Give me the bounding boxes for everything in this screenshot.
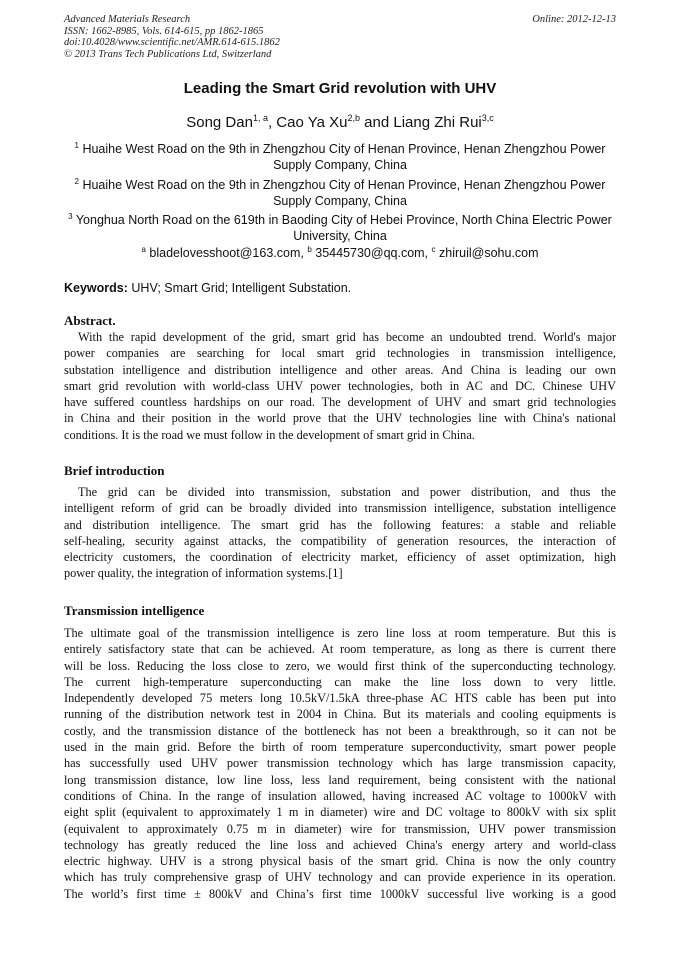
text-line: power companies are searching for local smart grid technologies in transmission intelligence,: [64, 346, 616, 361]
text-line: substation intelligence and distribution intelligence and other areas. And China is leading our own: [64, 362, 616, 377]
journal-issn: ISSN: 1662-8985, Vols. 614-615, pp 1862-1865: [64, 25, 264, 37]
affiliation-2: [64, 174, 616, 209]
author-name: Liang Zhi Rui: [393, 114, 482, 131]
text-line: power quality, the integration of information systems.[1]: [64, 566, 343, 581]
affiliation-text-cont: Supply Company, China: [273, 194, 407, 209]
author-superscript: 1, a: [252, 113, 268, 123]
journal-name: Advanced Materials Research: [64, 14, 191, 25]
text-line: has successfully used UHV power transmission technology which has large transmission capacity,: [64, 756, 616, 771]
abstract-heading: Abstract.: [64, 313, 116, 328]
email-superscript: b: [307, 245, 312, 254]
journal-header: [64, 14, 616, 60]
text-line: electric highway. UHV is a strong physical basis of the smart grid. China is now the only country: [64, 854, 616, 869]
abstract-body: [64, 329, 616, 443]
text-line: With the rapid development of the grid, smart grid has become an undoubted trend. World's major: [78, 330, 616, 344]
affiliation-text: Huaihe West Road on the 9th in Zhengzhou City of Henan Province, Henan Zhengzhou Power: [82, 142, 606, 157]
keywords-text: UHV; Smart Grid; Intelligent Substation.: [131, 281, 352, 295]
journal-doi: doi:10.4028/www.scientific.net/AMR.614-615.1862: [64, 37, 280, 48]
author-name: Song Dan: [186, 114, 253, 131]
affiliation-1: [64, 138, 616, 173]
keywords-label: Keywords:: [64, 281, 128, 295]
transmission-body: [64, 625, 616, 902]
author-name: Cao Ya Xu: [276, 114, 348, 131]
transmission-heading: Transmission intelligence: [64, 603, 205, 618]
text-line: (equivalent to approximately 0.75 m in diameter) wire for transmission, UHV power transmission: [64, 821, 616, 836]
text-line: The world’s first time ± 800kV and China’s first time 1000kV successful live working is a good: [64, 886, 616, 901]
text-line: The ultimate goal of the transmission intelligence is zero line loss at room temperature. But this is: [64, 626, 616, 640]
text-line: running of the distribution network test in 2004 in China. But its materials and cooling equipments is: [64, 707, 616, 722]
online-date: Online: 2012-12-13: [532, 14, 616, 25]
intro-body: [64, 484, 616, 582]
text-line: used in the main grid. Before the birth of room temperature superconductivity, smart power people: [64, 740, 616, 755]
text-line: and distribution intelligence. The smart grid has the following features: a stable and reliable: [64, 517, 616, 532]
text-line: conditions of China. In the range of insulation allowed, having increased AC voltage to 1000kV with: [64, 788, 616, 803]
email-superscript: a: [141, 245, 146, 254]
author-separator: and: [359, 114, 394, 131]
text-line: The grid can be divided into transmission, substation and power distribution, and thus the: [78, 485, 616, 499]
text-line: costly, and the transmission distance of the bottleneck has not been a breakthrough, so it can not be: [64, 723, 616, 738]
paper-title: Leading the Smart Grid revolution with UHV: [183, 80, 497, 97]
affiliation-text: Huaihe West Road on the 9th in Zhengzhou City of Henan Province, Henan Zhengzhou Power: [82, 178, 606, 193]
text-line: eight split (equivalent to approximately 1 m in diameter) wire and DC voltage to 800kV with six split: [64, 805, 616, 820]
text-line: entirely satisfactory state that can be achieved. At room temperature, as long as there is current there: [64, 642, 616, 657]
email-address[interactable]: 35445730@qq.com,: [315, 246, 432, 261]
text-line: will be loss. Reducing the loss close to zero, we would first think of the superconducting technology.: [64, 658, 616, 673]
text-line: which has truly comprehensive grasp of UHV technology and can provide experience in its operation.: [64, 870, 616, 885]
author-line: [64, 113, 616, 131]
text-line: smart grid revolution with world-class UHV power technologies, both in AC and DC. Chinese UHV: [64, 378, 616, 393]
affiliation-text-cont: Supply Company, China: [273, 158, 407, 173]
keywords: [64, 281, 616, 295]
affiliation-3: [64, 209, 616, 244]
text-line: intelligent reform of grid can be broadly divided into transmission intelligence, substation intelligence: [64, 501, 616, 516]
text-line: in China and their position in the world prove that the UHV technologies line with China's national: [64, 411, 616, 426]
text-line: conditions. It is the road we must follow in the development of smart grid in China.: [64, 427, 475, 442]
email-address[interactable]: zhiruil@sohu.com: [439, 246, 539, 261]
text-line: electricity customers, the coordination of electricity market, efficiency of asset optimization, high: [64, 550, 616, 565]
text-line: have suffered countless hardships on our road. The development of UHV and smart grid technologies: [64, 395, 616, 410]
text-line: long transmission distance, low line loss, less land requirement, being consistent with the national: [64, 772, 616, 787]
author-superscript: 3,c: [481, 113, 494, 123]
text-line: self-healing, security against attacks, the compatibility of generation resources, the interaction of: [64, 533, 616, 548]
author-superscript: 2,b: [347, 113, 360, 123]
author-separator: ,: [267, 114, 277, 131]
affiliation-text-cont: University, China: [293, 229, 387, 244]
affiliation-number: 1: [74, 141, 79, 150]
affiliation-text: Yonghua North Road on the 619th in Baoding City of Hebei Province, North China Electric Power: [75, 213, 612, 228]
text-line: Independently developed 75 meters long 10.5kV/1.5kA three-phase AC HTS cable has been put into: [64, 691, 616, 706]
journal-copyright: © 2013 Trans Tech Publications Ltd, Switzerland: [64, 48, 272, 60]
text-line: technology has greatly reduced the line loss and achieved China's energy artery and world-class: [64, 837, 616, 852]
affiliation-number: 3: [68, 212, 73, 221]
intro-heading: Brief introduction: [64, 463, 165, 478]
email-superscript: c: [431, 245, 436, 254]
affiliation-number: 2: [74, 177, 79, 186]
text-line: The current high-temperature superconducting can make the line loss down to very little.: [64, 674, 616, 689]
email-line: [64, 245, 616, 260]
email-address[interactable]: bladelovesshoot@163.com,: [149, 246, 308, 261]
